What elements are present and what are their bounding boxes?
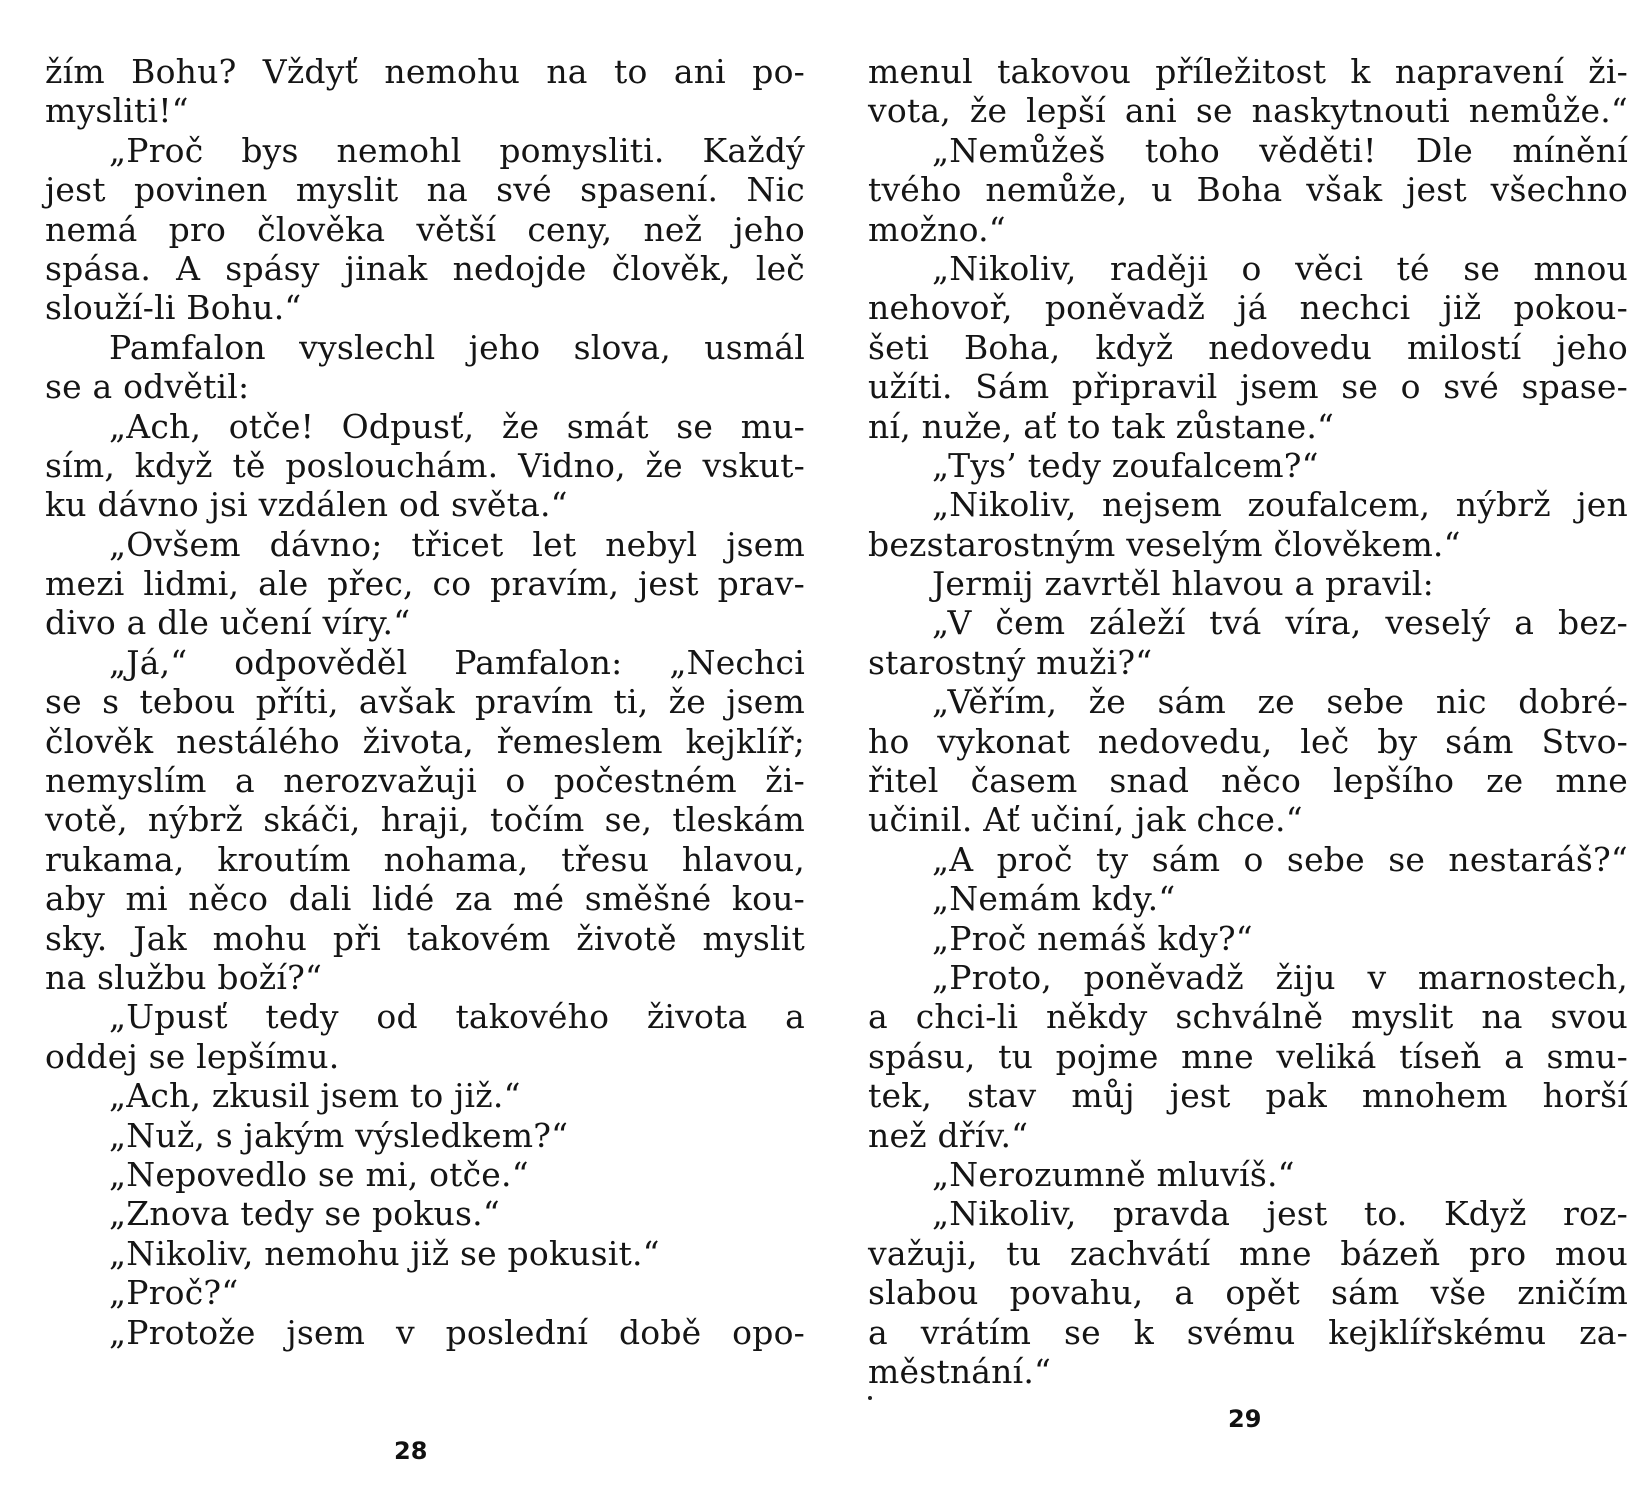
text-line: oddej se lepšímu. <box>45 1036 340 1076</box>
text-line: „Proč nemáš kdy?“ <box>932 918 1253 958</box>
text-line: „Nepovedlo se mi, otče.“ <box>109 1154 529 1194</box>
text-line: votě, nýbrž skáči, hraji, točím se, tleskám <box>45 800 805 840</box>
text-line: vota, že lepší ani se naskytnouti nemůže.“ <box>868 91 1628 131</box>
text-line: rukama, kroutím nohama, třesu hlavou, <box>45 839 805 879</box>
text-line: a vrátím se k svému kejklířskému za- <box>868 1312 1628 1352</box>
text-line: „Nikoliv, raději o věci té se mnou <box>932 248 1628 288</box>
text-line: „V čem záleží tvá víra, veselý a bez- <box>932 603 1628 643</box>
text-line: možno.“ <box>868 209 1006 249</box>
text-line: slabou povahu, a opět sám vše zničím <box>868 1273 1628 1313</box>
text-line: menul takovou příležitost k napravení ži- <box>868 52 1628 91</box>
text-line: ho vykonat nedovedu, leč by sám Stvo- <box>868 721 1628 761</box>
text-line: užíti. Sám připravil jsem se o své spase- <box>868 367 1628 407</box>
text-line: šeti Boha, když nedovedu milostí jeho <box>868 327 1628 367</box>
text-line: nemá pro člověka větší ceny, než jeho <box>45 209 805 249</box>
text-line: „Nikoliv, nemohu již se pokusit.“ <box>109 1233 660 1273</box>
text-line: „Protože jsem v poslední době opo- <box>109 1312 805 1352</box>
text-line: aby mi něco dali lidé za mé směšné kou- <box>45 879 805 919</box>
text-line: mysliti!“ <box>45 91 189 131</box>
text-line: tek, stav můj jest pak mnohem horší <box>868 1076 1628 1116</box>
text-line: ku dávno jsi vzdálen od světa.“ <box>45 485 568 525</box>
text-line: nehovoř, poněvadž já nechci již pokou- <box>868 288 1628 328</box>
text-line: než dřív.“ <box>868 1115 1029 1155</box>
text-line: městnání.“ <box>868 1351 1052 1391</box>
text-line: nemyslím a nerozvažuji o počestném ži- <box>45 761 805 801</box>
text-line: řitel časem snad něco lepšího ze mne <box>868 761 1628 801</box>
text-line: „Ach, zkusil jsem to již.“ <box>109 1076 521 1116</box>
text-line: „Tys’ tedy zoufalcem?“ <box>932 445 1319 485</box>
text-line: tvého nemůže, u Boha však jest všechno <box>868 170 1628 210</box>
text-line: divo a dle učení víry.“ <box>45 603 411 643</box>
text-line: starostný muži?“ <box>868 642 1153 682</box>
text-line: učinil. Ať učiní, jak chce.“ <box>868 800 1303 840</box>
text-line: spásu, tu pojme mne veliká tíseň a smu- <box>868 1036 1628 1076</box>
text-line: žím Bohu? Vždyť nemohu na to ani po- <box>45 52 805 91</box>
text-line: „Nikoliv, pravda jest to. Když roz- <box>932 1194 1628 1234</box>
text-line: „A proč ty sám o sebe se nestaráš?“ <box>932 839 1628 879</box>
text-line: „Nemám kdy.“ <box>932 879 1176 919</box>
text-line: se s tebou příti, avšak pravím ti, že jsem <box>45 682 805 722</box>
text-line: slouží-li Bohu.“ <box>45 288 302 328</box>
text-line: „Nerozumně mluvíš.“ <box>932 1154 1295 1194</box>
text-line: sky. Jak mohu při takovém životě myslit <box>45 918 805 958</box>
text-line: „Nuž, s jakým výsledkem?“ <box>109 1115 569 1155</box>
text-line: jest povinen myslit na své spasení. Nic <box>45 170 805 210</box>
text-line: bezstarostným veselým člověkem.“ <box>868 524 1461 564</box>
text-line: „Proč bys nemohl pomysliti. Každý <box>109 130 805 170</box>
text-line: spása. A spásy jinak nedojde člověk, leč <box>45 248 805 288</box>
left-page <box>45 52 805 1352</box>
text-line: „Já,“ odpověděl Pamfalon: „Nechci <box>109 642 805 682</box>
text-line: na službu boží?“ <box>45 957 323 997</box>
text-line: Jermij zavrtěl hlavou a pravil: <box>932 564 1434 604</box>
text-line: se a odvětil: <box>45 367 250 407</box>
right-page <box>868 52 1628 1391</box>
text-line: „Ovšem dávno; třicet let nebyl jsem <box>109 524 805 564</box>
text-line: „Upusť tedy od takového života a <box>109 997 805 1037</box>
print-speck <box>868 1396 872 1400</box>
text-line: „Znova tedy se pokus.“ <box>109 1194 500 1234</box>
text-line: važuji, tu zachvátí mne bázeň pro mou <box>868 1233 1628 1273</box>
text-line: „Nikoliv, nejsem zoufalcem, nýbrž jen <box>932 485 1628 525</box>
text-line: „Proč?“ <box>109 1273 239 1313</box>
text-line: ní, nuže, ať to tak zůstane.“ <box>868 406 1335 446</box>
text-line: sím, když tě poslouchám. Vidno, že vskut- <box>45 445 805 485</box>
text-line: a chci-li někdy schválně myslit na svou <box>868 997 1628 1037</box>
text-line: mezi lidmi, ale přec, co pravím, jest prav- <box>45 564 805 604</box>
text-line: „Věřím, že sám ze sebe nic dobré- <box>932 682 1628 722</box>
text-line: člověk nestálého života, řemeslem kejklíř; <box>45 721 805 761</box>
text-line: „Ach, otče! Odpusť, že smát se mu- <box>109 406 805 446</box>
text-line: „Nemůžeš toho věděti! Dle mínění <box>932 130 1628 170</box>
page-number-right: 29 <box>1228 1405 1262 1433</box>
text-line: Pamfalon vyslechl jeho slova, usmál <box>109 327 805 367</box>
page-number-left: 28 <box>394 1437 428 1465</box>
text-line: „Proto, poněvadž žiju v marnostech, <box>932 957 1628 997</box>
